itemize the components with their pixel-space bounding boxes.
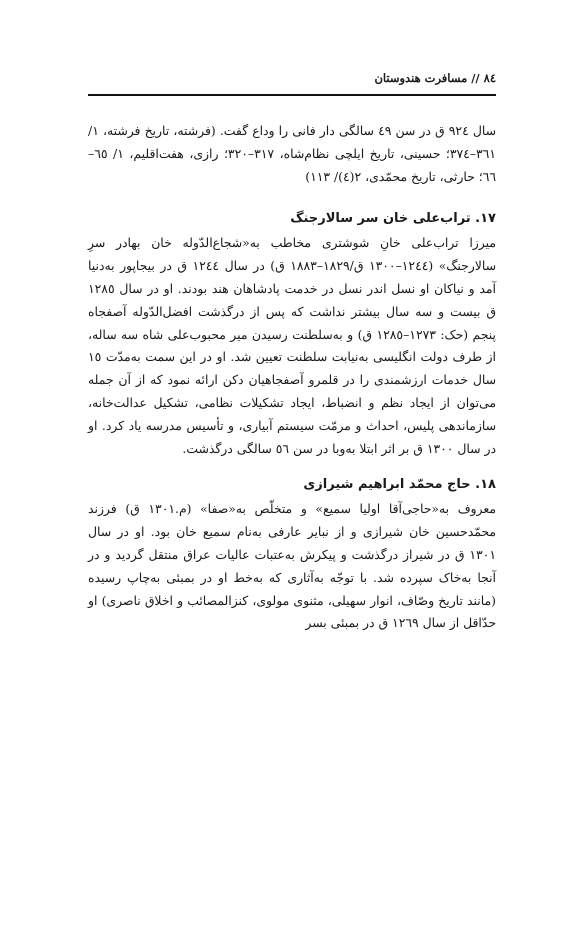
header-rule — [88, 94, 496, 96]
running-head: ۸٤ // مسافرت هندوستان — [374, 71, 496, 85]
paragraph-continuation: سال ۹۲٤ ق در سن ٤۹ سالگی دار فانی را وداع گفت. (فرشته، تاریخ فرشته، ۱/ ۳٦۱–۳۷٤؛ حسینی، تاریخ ایلچی نظام‌شاه، ۳۱۷–۳۲۰؛ رازی، هفت‌اقلیم، ۱/ ٦٥–٦٦؛ حارثی، تاریخ محمّدی، ۲(٤)/ ۱۱۳) — [88, 123, 497, 184]
section-body-18: معروف به«حاجی‌آقا اولیا سمیع» و متخلّص به«صفا» (م.۱۳۰۱ ق) فرزند محمّدحسین خان شیرازی و از نبایر عارفی به‌نام سمیع خان بود. او در سال ۱۳۰۱ ق در شیراز درگذشت و پیکرش به‌عتبات عالیات عراق منتقل گردید و در آنجا به‌خاک سپرده شد. با توجّه به‌آثاری که به‌خط او در بمبئی به‌چاپ رسیده (مانند تاریخ وصّاف، انوار سهیلی، مثنوی مولوی، کنزالمصائب و اخلاق ناصری) او حدّاقل از سال ۱۲٦۹ ق در بمبئی بسر — [88, 501, 496, 631]
section-body-17: میرزا تراب‌علی خانِ شوشتری مخاطب به«شجاع‌الدّوله خان بهادر سرِ سالارجنگ» (۱۲٤٤–۱۳۰۰ ق/۱۸۲۹–۱۸۸۳ ق) در سال ۱۲٤٤ ق در بیجاپور به‌دنیا آمد و نیاکان او نسل اندر نسل در خدمت پادشاهان هند بودند. او در سال ۱۲۸٥ ق بیست و سه سال بیشتر نداشت که پس از درگذشت افضل‌الدّوله آصفجاه پنجم (حک: ۱۲۷۳–۱۲۸٥ ق) و به‌سلطنت رسیدن میر محبوب‌علی شاه سه ساله، از طرف دولت انگلیسی به‌نیابت سلطنت تعیین شد. او در این سمت به‌مدّت ۱٥ سال خدمات ارزشمندی را در قلمرو آصفجاهیان دکن ارائه نمود که از آن جمله می‌توان از ایجاد نظم و انضباط، ایجاد تشکیلات نظامی، تشکیل عدالت‌خانه، سازماندهی پلیس، احداث و مرمّت سیستم آبیاری، و تأسیس مدرسه یاد کرد. او در سال ۱۳۰۰ ق بر اثر ابتلا به‌وبا در سن ٥٦ سالگی درگذشت. — [88, 235, 496, 456]
section-heading-17: ۱۷. تراب‌علی خان سر سالارجنگ — [290, 211, 496, 227]
book-page — [88, 60, 496, 635]
section-heading-18: ۱۸. حاج محمّد ابراهیم شیرازی — [303, 477, 496, 493]
